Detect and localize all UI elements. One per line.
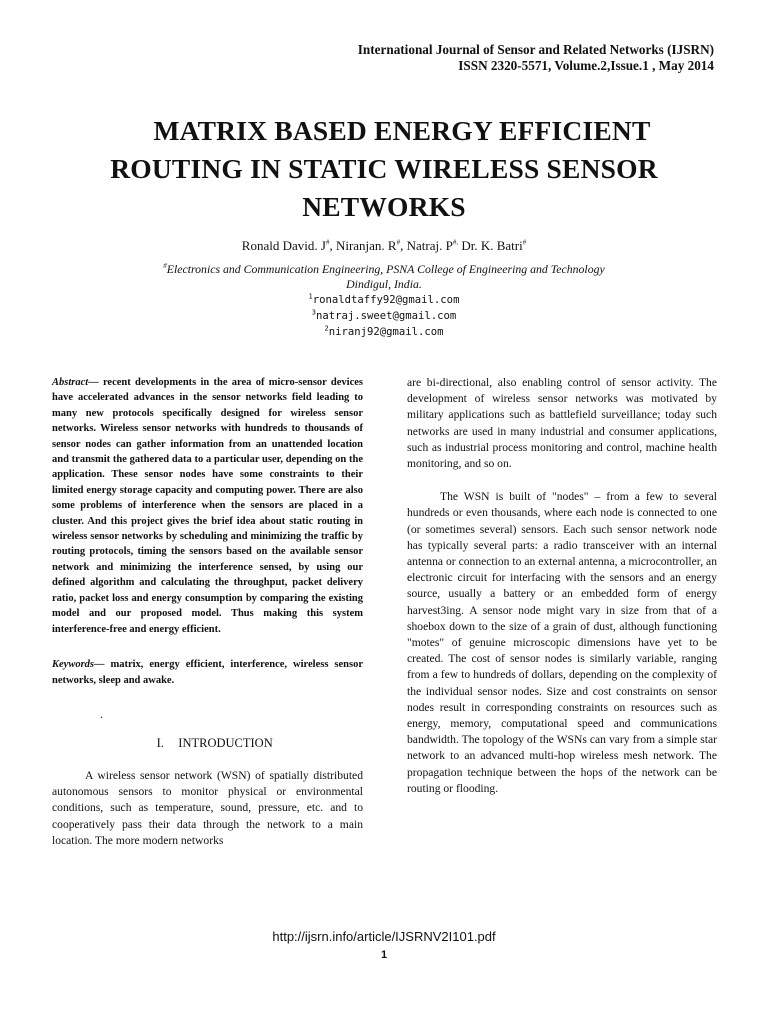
email-address: ronaldtaffy92@gmail.com [312, 294, 460, 306]
title-line-2: ROUTING IN STATIC WIRELESS SENSOR [110, 153, 658, 184]
stray-dot: . [100, 706, 103, 721]
email-entry [0, 308, 768, 324]
keywords-text: — matrix, energy efficient, interference, wireless sensor networks, sleep and awake. [52, 658, 363, 686]
author-marker: #, [452, 238, 459, 247]
section-heading [52, 735, 363, 751]
author-marker: # [522, 238, 527, 247]
right-column [407, 375, 717, 797]
journal-header [358, 42, 714, 74]
email-marker: 3 [311, 308, 316, 317]
affiliation-line-2: Dindigul, India. [346, 276, 422, 291]
left-column [52, 375, 363, 849]
journal-name: International Journal of Sensor and Related Networks (IJSRN) [357, 42, 714, 57]
footer-url: http://ijsrn.info/article/IJSRNV2I101.pdf [272, 929, 496, 944]
title-line-1: MATRIX BASED ENERGY EFFICIENT [153, 115, 651, 146]
author-name: Dr. K. Batri [458, 238, 523, 253]
keywords [52, 657, 363, 689]
abstract-text: — recent developments in the area of micro-sensor devices have accelerated advances in the sensor networks field leading to many new protocols specifically designed for wireless sensor networks. Wireless sensor networks with hundreds to thousands of sensor nodes can gather information from an unattended location and transmit the gathered data to a particular user, depending on the application. These sensor nodes have some constraints to their limited energy storage capacity and computing power. There are also some problems of interference when the sensors are placed in a cluster. And this project gives the brief idea about static routing in wireless sensor networks by scheduling and minimizing the traffic by routing protocols, timing the sensors based on the available sensor network and minimizing the interference sensed, by using our defined algorithm and calculating the throughput, packet delivery ratio, packet loss and energy consumption by comparing the existing model and our proposed model. Thus making this system interference-free and energy efficient. [52, 377, 363, 635]
section-number: I. [156, 735, 164, 750]
affiliation [0, 262, 768, 291]
journal-issn: ISSN 2320-5571, Volume.2,Issue.1 , May 2014 [458, 58, 714, 73]
paper-title [0, 112, 768, 226]
email-address: niranj92@gmail.com [328, 326, 444, 338]
keywords-label: Keywords [52, 658, 94, 670]
right-paragraph-2: The WSN is built of "nodes" – from a few to several hundreds or even thousands, where each node is connected to one (or sometimes several) sensors. Each such sensor network node has typically several parts: a radio transceiver with an internal antenna or connection to an external antenna, a microcontroller, an electronic circuit for interfacing with the sensors and an energy source, usually a battery or an embedded form of energy harvest3ing. A sensor node might vary in size from that of a shoebox down to the size of a grain of dust, although functioning "motes" of genuine microscopic dimensions have yet to be created. The cost of sensor nodes is similarly variable, ranging from a few to hundreds of dollars, depending on the complexity of the individual sensor nodes. Size and cost constraints on sensor nodes result in corresponding constraints on resources such as energy, memory, computational speed and communications bandwidth. The topology of the WSNs can vary from a simple star network to an advanced multi-hop wireless mesh network. The propagation technique between the hops of the network can be routing or flooding. [407, 490, 717, 795]
section-title: INTRODUCTION [178, 735, 273, 750]
affiliation-marker: # [163, 262, 167, 271]
page-number: 1 [380, 949, 388, 961]
author-name: Ronald David. J [241, 238, 326, 253]
email-list [0, 292, 768, 340]
email-marker: 1 [308, 292, 313, 301]
abstract [52, 375, 363, 637]
author-list [0, 238, 768, 254]
author-name: , Niranjan. R [329, 238, 397, 253]
author-marker: # [396, 238, 401, 247]
email-entry [0, 324, 768, 340]
author-name: , Natraj. P [400, 238, 453, 253]
affiliation-line-1: Electronics and Communication Engineering, PSNA College of Engineering and Technology [166, 262, 605, 276]
email-marker: 2 [324, 324, 329, 333]
intro-paragraph: A wireless sensor network (WSN) of spatially distributed autonomous sensors to monitor physical or environmental conditions, such as temperature, sound, pressure, etc. and to cooperatively pass their data through the network to a main location. The more modern networks [52, 768, 363, 847]
title-line-3: NETWORKS [302, 191, 466, 222]
email-address: natraj.sweet@gmail.com [315, 310, 457, 322]
abstract-label: Abstract [52, 377, 89, 388]
right-paragraph-1: are bi-directional, also enabling control of sensor activity. The development of wireless sensor networks was motivated by military applications such as battlefield surveillance; today such networks are used in many industrial and consumer applications, such as industrial process monitoring and control, machine health monitoring, and so on. [407, 376, 717, 471]
author-marker: # [325, 238, 330, 247]
email-entry [0, 292, 768, 308]
